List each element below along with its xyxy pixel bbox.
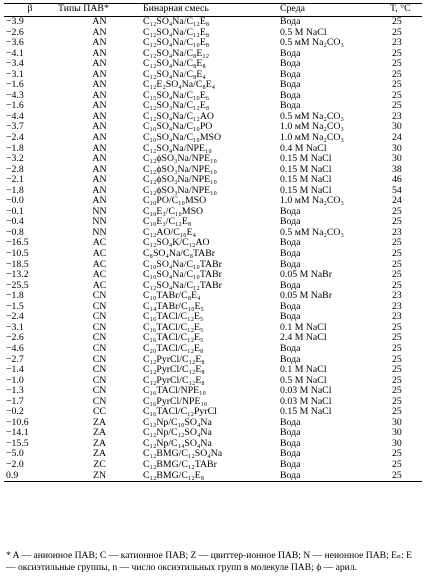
binary-mixture: C₁₂BMG/C₁₂E₈ (143, 470, 205, 481)
temperature: 25 (392, 249, 402, 260)
surfactant-type: AC (92, 249, 107, 260)
medium: 0.03 M NaCl (280, 396, 332, 407)
beta-value: −3.2 (6, 154, 24, 165)
beta-value: −2.1 (6, 175, 24, 186)
temperature: 23 (392, 301, 402, 312)
binary-mixture: C₁₀PO/C₁₀MSO (143, 196, 207, 207)
table-row (4, 344, 422, 355)
binary-mixture: C₁₆TACl/C₁₂E₅ (143, 322, 204, 333)
temperature: 25 (392, 27, 402, 38)
binary-mixture: C₈SO₄Na/C₈TABr (143, 249, 216, 260)
temperature: 25 (392, 354, 402, 365)
beta-value: −3.6 (6, 38, 24, 49)
binary-mixture: C₁₂PyrCl/C₁₂E₈ (143, 375, 205, 386)
beta-value: −1.8 (6, 291, 24, 302)
beta-value: −3.7 (6, 122, 24, 133)
temperature: 23 (392, 312, 402, 323)
surfactant-type: CN (92, 291, 107, 302)
table-row (4, 407, 422, 418)
beta-value: −14.1 (6, 428, 29, 439)
surfactant-type: AN (92, 196, 107, 207)
beta-value: −18.5 (6, 259, 29, 270)
table-row (4, 133, 422, 144)
beta-value: −4.1 (6, 48, 24, 59)
temperature: 30 (392, 438, 402, 449)
surfactant-type: ZN (92, 470, 107, 481)
temperature: 25 (392, 396, 402, 407)
beta-value: −15.5 (6, 438, 29, 449)
medium: 0.1 M NaCl (280, 322, 327, 333)
surfactant-type: AN (92, 16, 107, 27)
header-binary-mixture: Бинарная смесь (143, 3, 209, 15)
surfactant-type: AN (92, 111, 107, 122)
table-row (4, 122, 422, 133)
temperature: 25 (392, 322, 402, 333)
surfactant-type: AN (92, 80, 107, 91)
binary-mixture: C₁₀SO₄Na/C₁₀TABr (143, 259, 222, 270)
table-row (4, 207, 422, 218)
medium: Вода (280, 80, 301, 91)
table-row (4, 49, 422, 60)
beta-value: −1.7 (6, 396, 24, 407)
surfactant-type: CN (92, 301, 107, 312)
binary-mixture: C₁₂SO₄Na/C₁₂TABr (143, 280, 222, 291)
binary-mixture: C₁₂SO₃Na/C₁₂E₈ (143, 101, 210, 112)
table-row (4, 386, 422, 397)
table-row (4, 365, 422, 376)
beta-value: −4.6 (6, 343, 24, 354)
temperature: 23 (392, 38, 402, 49)
table-header (4, 4, 422, 17)
table-row (4, 186, 422, 197)
table-row (4, 397, 422, 408)
binary-mixture: C₁₀SO₄Na/C₁₀TABr (143, 270, 222, 281)
binary-mixture: C₁₂SO₄Na/NPE₁₀ (143, 143, 212, 154)
surfactant-type: CN (92, 365, 107, 376)
temperature: 25 (392, 333, 402, 344)
temperature: 25 (392, 459, 402, 470)
surfactant-type: AN (92, 59, 107, 70)
medium: 0.5 мM Na₂CO₃ (280, 111, 344, 122)
binary-mixture: C₁₂SO₄Na/C₁₂E₈ (143, 27, 210, 38)
temperature: 25 (392, 386, 402, 397)
surfactant-type: NN (92, 206, 107, 217)
table-row (4, 249, 422, 260)
binary-mixture: C₁₂Np/C₁₂SO₄Na (143, 428, 212, 439)
temperature: 30 (392, 428, 402, 439)
binary-mixture: C₁₂BMG/C₁₂TABr (143, 459, 217, 470)
binary-mixture: C₁₂SO₄Na/C₁₂AO (143, 111, 214, 122)
beta-value: −1.5 (6, 301, 24, 312)
binary-mixture: C₁₄TABr/C₁₀E₅ (143, 301, 204, 312)
medium: Вода (280, 101, 301, 112)
table-row (4, 333, 422, 344)
binary-mixture: C₁₂SO₄Na/C₁₀E₈ (143, 38, 210, 49)
temperature: 30 (392, 122, 402, 133)
table-row (4, 59, 422, 70)
medium: Вода (280, 59, 301, 70)
surfactant-type: CN (92, 322, 107, 333)
medium: Вода (280, 312, 301, 323)
beta-value: −0.2 (6, 407, 24, 418)
binary-mixture: C₂₀TACl/C₁₂E₈ (143, 343, 204, 354)
surfactant-type: AN (92, 133, 107, 144)
table-row (4, 471, 422, 482)
medium: Вода (280, 438, 301, 449)
beta-value: −10.6 (6, 417, 29, 428)
binary-mixture: C₁₂ϕSO₃Na/NPE₁₀ (143, 185, 217, 196)
table-row (4, 217, 422, 228)
table-row (4, 449, 422, 460)
temperature: 46 (392, 175, 402, 186)
medium: Вода (280, 206, 301, 217)
medium: Вода (280, 354, 301, 365)
medium: 0.5 мM Na₂CO₃ (280, 38, 344, 49)
header-medium: Среда (280, 3, 305, 15)
binary-mixture: C₁₂SO₄K/C₁₂AO (143, 238, 210, 249)
table-row (4, 91, 422, 102)
surfactant-type: ZA (92, 417, 107, 428)
binary-mixture: C₁₂SO₄Na/C₁₂E₈ (143, 16, 210, 27)
surfactant-type: AN (92, 164, 107, 175)
beta-value: −3.1 (6, 69, 24, 80)
temperature: 30 (392, 154, 402, 165)
table-body (4, 17, 422, 482)
medium: 0.15 M NaCl (280, 175, 332, 186)
temperature: 30 (392, 143, 402, 154)
table-row (4, 238, 422, 249)
surfactant-type: AC (92, 280, 107, 291)
medium: 1.0 мM Na₂CO₃ (280, 133, 344, 144)
header-temperature: T, °C (390, 3, 411, 15)
beta-value: −1.0 (6, 375, 24, 386)
beta-value: −25.5 (6, 280, 29, 291)
beta-value: −2.4 (6, 133, 24, 144)
medium: 0.4 M NaCl (280, 143, 327, 154)
surfactant-type: CN (92, 386, 107, 397)
surfactant-type: AN (92, 69, 107, 80)
surfactant-type: AC (92, 238, 107, 249)
table-row (4, 28, 422, 39)
binary-mixture: C₁₂ϕSO₃Na/NPE₁₀ (143, 154, 217, 165)
temperature: 25 (392, 407, 402, 418)
medium: Вода (280, 470, 301, 481)
surfactant-type: AC (92, 270, 107, 281)
header-surfactant-types: Типы ПАВ* (58, 3, 109, 15)
temperature: 25 (392, 48, 402, 59)
medium: Вода (280, 90, 301, 101)
temperature: 25 (392, 16, 402, 27)
temperature: 25 (392, 375, 402, 386)
temperature: 25 (392, 217, 402, 228)
table-row (4, 70, 422, 81)
binary-mixture: C₁₂SO₄Na/C₈E₄ (143, 69, 206, 80)
medium: Вода (280, 449, 301, 460)
beta-value: −1.8 (6, 143, 24, 154)
medium: 0.15 M NaCl (280, 154, 332, 165)
binary-mixture: C₁₆TACl/C₁₂PyrCl (143, 407, 217, 418)
surfactant-type: AN (92, 154, 107, 165)
medium: Вода (280, 459, 301, 470)
table-row (4, 196, 422, 207)
medium: Вода (280, 217, 301, 228)
beta-value: −2.0 (6, 459, 24, 470)
surfactant-type: AN (92, 143, 107, 154)
header-row (4, 4, 422, 17)
table-row (4, 323, 422, 334)
beta-value: −2.6 (6, 27, 24, 38)
temperature: 25 (392, 238, 402, 249)
beta-value: −4.4 (6, 111, 24, 122)
beta-value: −1.4 (6, 365, 24, 376)
surfactant-type: CN (92, 375, 107, 386)
table-row (4, 17, 422, 28)
beta-value: 0.9 (6, 470, 19, 481)
beta-value: −2.6 (6, 333, 24, 344)
table-footnote: * A — анионное ПАВ; C — катионное ПАВ; Z — цвиттер-ионное ПАВ; N — неионное ПАВ; Eₙ: E — оксиэтильные группы, n — число оксиэтильных групп в молекуле ПАВ; ϕ — арил. (6, 550, 413, 573)
header-beta: β (27, 3, 33, 15)
beta-value: −3.4 (6, 59, 24, 70)
surfactant-type: AC (92, 259, 107, 270)
beta-value: −0.0 (6, 196, 24, 207)
surfactant-type: AN (92, 38, 107, 49)
surfactant-type: ZA (92, 428, 107, 439)
binary-mixture: C₁₀SO₄Na/C₁₀PO (143, 122, 213, 133)
beta-value: −16.5 (6, 238, 29, 249)
table-row (4, 355, 422, 366)
binary-mixture: C₁₂BMG/C₁₂SO₄Na (143, 449, 223, 460)
beta-value: −10.5 (6, 249, 29, 260)
medium: 2.4 M NaCl (280, 333, 327, 344)
medium: 1.0 мM Na₂CO₃ (280, 122, 344, 133)
temperature: 25 (392, 59, 402, 70)
beta-value: −13.2 (6, 270, 29, 281)
beta-value: −1.6 (6, 101, 24, 112)
medium: 0.15 M NaCl (280, 407, 332, 418)
table-row (4, 281, 422, 292)
surfactant-type: AN (92, 175, 107, 186)
temperature: 25 (392, 101, 402, 112)
surfactant-type: CC (92, 407, 107, 418)
medium: 0.05 M NaBr (280, 291, 332, 302)
table-row (4, 302, 422, 313)
table-row (4, 418, 422, 429)
binary-mixture: C₁₅SO₄Na/C₁₀E₆ (143, 90, 210, 101)
binary-mixture: C₁₂Np/C₁₀SO₄Na (143, 417, 212, 428)
medium: 0.05 M NaBr (280, 270, 332, 281)
surfactant-type: AN (92, 27, 107, 38)
medium: Вода (280, 238, 301, 249)
binary-mixture: C₁₆TACl/C₁₂E₅ (143, 312, 204, 323)
beta-value: −3.9 (6, 16, 24, 27)
table-row (4, 291, 422, 302)
medium: Вода (280, 417, 301, 428)
temperature: 25 (392, 270, 402, 281)
beta-value: −0.4 (6, 217, 24, 228)
medium: 0.5 M NaCl (280, 27, 327, 38)
surfactant-type: AN (92, 90, 107, 101)
medium: Вода (280, 301, 301, 312)
surfactant-type: AN (92, 122, 107, 133)
binary-mixture: C₁₂AO/C₁₀E₄ (143, 227, 197, 238)
surfactant-type: CN (92, 354, 107, 365)
binary-mixture: C₁₀TABr/C₈E₄ (143, 291, 201, 302)
table-row (4, 439, 422, 450)
medium: Вода (280, 249, 301, 260)
surfactant-type: NN (92, 217, 107, 228)
surfactant-type: AN (92, 185, 107, 196)
surfactant-type: CN (92, 343, 107, 354)
surfactant-type: CN (92, 312, 107, 323)
table-row (4, 228, 422, 239)
binary-mixture: C₁₂PyrCl/C₁₂E₈ (143, 365, 205, 376)
temperature: 25 (392, 69, 402, 80)
table-row (4, 175, 422, 186)
binary-mixture: C₁₂SO₄Na/C₈E₈ (143, 59, 206, 70)
table-row (4, 101, 422, 112)
binary-mixture: C₁₂SO₄Na/C₈E₁₂ (143, 48, 210, 59)
temperature: 25 (392, 365, 402, 376)
medium: Вода (280, 259, 301, 270)
surfactant-type: NN (92, 227, 107, 238)
binary-mixture: C₁₀E₃/C₁₀MSO (143, 206, 204, 217)
medium: Вода (280, 343, 301, 354)
beta-value: −0.1 (6, 206, 24, 217)
medium: Вода (280, 16, 301, 27)
temperature: 23 (392, 227, 402, 238)
beta-value: −5.0 (6, 449, 24, 460)
temperature: 24 (392, 133, 402, 144)
medium: 0.15 M NaCl (280, 164, 332, 175)
surfactant-type: ZC (93, 459, 106, 470)
beta-value: −2.4 (6, 312, 24, 323)
binary-mixture: C₁₂E₂SO₄Na/C₈E₄ (143, 80, 216, 91)
table-row (4, 80, 422, 91)
table-row (4, 312, 422, 323)
binary-mixture: C₁₂PyrCl/C₁₂E₈ (143, 354, 205, 365)
binary-mixture: C₁₆PyrCl/NPE₁₀ (143, 396, 208, 407)
table-row (4, 154, 422, 165)
beta-value: −1.6 (6, 80, 24, 91)
temperature: 25 (392, 470, 402, 481)
temperature: 30 (392, 417, 402, 428)
surfactant-type: ZA (92, 438, 107, 449)
table-row (4, 165, 422, 176)
table-row (4, 38, 422, 49)
table-row (4, 428, 422, 439)
temperature: 25 (392, 206, 402, 217)
medium: 0.03 M NaCl (280, 386, 332, 397)
table-row (4, 260, 422, 271)
surfactant-type: CN (92, 396, 107, 407)
table-row (4, 376, 422, 387)
beta-value: −2.8 (6, 164, 24, 175)
table-row (4, 144, 422, 155)
binary-mixture: C₁₆TACl/NPE₁₀ (143, 386, 206, 397)
binary-mixture: C₁₂ϕSO₃Na/NPE₁₀ (143, 164, 217, 175)
beta-value: −4.3 (6, 90, 24, 101)
surfactant-type: ZA (92, 449, 107, 460)
surfactant-type: CN (92, 333, 107, 344)
table-row (4, 270, 422, 281)
medium: Вода (280, 48, 301, 59)
binary-mixture: C₁₂Np/C₁₄SO₄Na (143, 438, 212, 449)
temperature: 38 (392, 164, 402, 175)
temperature: 54 (392, 185, 402, 196)
binary-mixture: C₁₀E₃/C₁₂E₈ (143, 217, 192, 228)
medium: 0.5 M NaCl (280, 375, 327, 386)
table-row (4, 112, 422, 123)
temperature: 23 (392, 291, 402, 302)
surfactant-type: AN (92, 101, 107, 112)
medium: Вода (280, 280, 301, 291)
medium: Вода (280, 69, 301, 80)
beta-value: −0.8 (6, 227, 24, 238)
medium: 0.15 M NaCl (280, 185, 332, 196)
medium: 0.5 мM Na₂CO₃ (280, 227, 344, 238)
table-row (4, 460, 422, 471)
temperature: 25 (392, 449, 402, 460)
beta-value: −1.8 (6, 185, 24, 196)
temperature: 23 (392, 111, 402, 122)
temperature: 25 (392, 80, 402, 91)
beta-value: −2.7 (6, 354, 24, 365)
medium: Вода (280, 428, 301, 439)
temperature: 25 (392, 280, 402, 291)
medium: 1.0 мM Na₂CO₃ (280, 196, 344, 207)
temperature: 25 (392, 90, 402, 101)
medium: 0.1 M NaCl (280, 365, 327, 376)
surfactant-type: AN (92, 48, 107, 59)
temperature: 24 (392, 196, 402, 207)
binary-mixture: C₁₀SO₄Na/C₁₀MSO (143, 133, 222, 144)
beta-value: −3.1 (6, 322, 24, 333)
binary-mixture: C₁₆TACl/C₁₂E₅ (143, 333, 204, 344)
temperature: 25 (392, 259, 402, 270)
binary-mixture: C₁₂ϕSO₃Na/NPE₁₀ (143, 175, 217, 186)
temperature: 25 (392, 343, 402, 354)
surfactant-mixtures-table (4, 3, 422, 482)
beta-value: −1.3 (6, 386, 24, 397)
